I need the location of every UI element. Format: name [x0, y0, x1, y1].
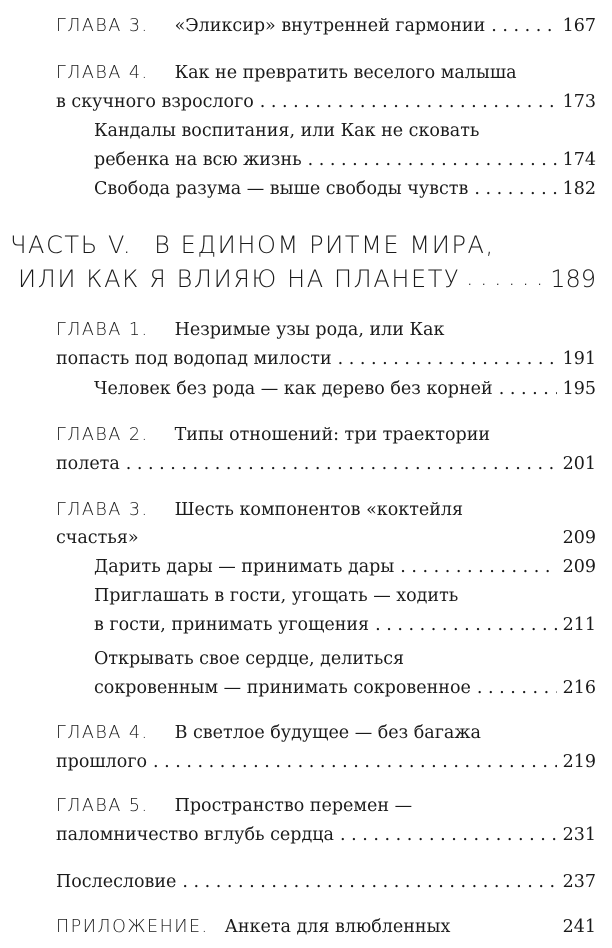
page-number: 241 — [562, 917, 596, 937]
part-label: ЧАСТЬ V. — [10, 231, 133, 259]
leader-dots — [369, 610, 557, 640]
chapter-label: ГЛАВА 2. — [56, 425, 149, 445]
toc-entry-chapter-3 — [56, 11, 596, 41]
page-number: 173 — [562, 92, 596, 112]
leader-dots — [485, 11, 556, 41]
page-number: 209 — [562, 557, 596, 577]
toc-entry-section — [94, 374, 596, 404]
toc-entry-chapter-3-part5 — [56, 495, 596, 525]
appendix-label: ПРИЛОЖЕНИЕ. — [56, 917, 209, 937]
toc-entry-section — [94, 644, 596, 674]
toc-entry-part-5 — [10, 228, 596, 262]
toc-entry-chapter-2-cont — [56, 449, 596, 479]
toc-entry-section — [94, 552, 596, 582]
entry-title: Приглашать в гости, угощать — ходить — [94, 586, 459, 606]
page-number: 174 — [562, 150, 596, 170]
entry-title: сокровенным — принимать сокровенное — [94, 678, 471, 698]
entry-title: «Эликсир» внутренней гармонии — [174, 16, 486, 36]
page-number: 189 — [550, 265, 596, 293]
page-number: 195 — [562, 379, 596, 399]
entry-title: счастья» — [56, 528, 139, 548]
part-title: ИЛИ КАК Я ВЛИЯЮ НА ПЛАНЕТУ — [18, 265, 461, 293]
entry-title: Анкета для влюбленных — [224, 917, 451, 937]
page-number: 219 — [562, 752, 596, 772]
leader-dots — [176, 867, 556, 897]
toc-entry-chapter-4-part5-cont — [56, 747, 596, 777]
toc-entry-chapter-4-cont — [56, 87, 596, 117]
page-number: 201 — [562, 454, 596, 474]
toc-entry-chapter-4-part5 — [56, 718, 596, 748]
entry-title: в гости, принимать угощения — [94, 615, 370, 635]
toc-entry-section-cont — [94, 145, 596, 175]
leader-dots — [254, 87, 557, 117]
toc-entry-section — [94, 174, 596, 204]
entry-title: ребенка на всю жизнь — [94, 150, 302, 170]
page-number: 211 — [562, 615, 596, 635]
page-number: 209 — [562, 528, 596, 548]
page-number: 231 — [562, 825, 596, 845]
toc-entry-appendix — [56, 912, 596, 942]
toc-entry-afterword — [56, 867, 596, 897]
toc-entry-chapter-5-cont — [56, 820, 596, 850]
toc-entry-chapter-2 — [56, 420, 596, 450]
leader-dots — [147, 747, 557, 777]
toc-entry-section — [94, 116, 596, 146]
chapter-label: ГЛАВА 4. — [56, 63, 149, 83]
leader-dots — [468, 174, 556, 204]
entry-title: прошлого — [56, 752, 148, 772]
page-number: 182 — [562, 179, 596, 199]
toc-entry-section — [94, 581, 596, 611]
page-number: 216 — [562, 678, 596, 698]
toc-entry-chapter-3-part5-cont — [56, 523, 596, 553]
toc-entry-chapter-1 — [56, 315, 596, 345]
chapter-label: ГЛАВА 1. — [56, 320, 149, 340]
page-number: 191 — [562, 349, 596, 369]
entry-title: Человек без рода — как дерево без корней — [94, 379, 493, 399]
entry-title: Незримые узы рода, или Как — [174, 320, 445, 340]
entry-title: Свобода разума — выше свободы чувств — [94, 179, 469, 199]
leader-dots — [460, 262, 544, 296]
leader-dots — [302, 145, 557, 175]
entry-title: в скучного взрослого — [56, 92, 254, 112]
leader-dots — [394, 552, 556, 582]
toc-entry-chapter-5 — [56, 791, 596, 821]
leader-dots — [332, 344, 557, 374]
entry-title: попасть под водопад милости — [56, 349, 332, 369]
entry-title: паломничество вглубь сердца — [56, 825, 334, 845]
toc-entry-chapter-1-cont — [56, 344, 596, 374]
leader-dots — [120, 449, 557, 479]
chapter-label: ГЛАВА 3. — [56, 16, 149, 36]
entry-title: Пространство перемен — — [174, 796, 413, 816]
part-title: В ЕДИНОМ РИТМЕ МИРА, — [154, 231, 495, 259]
toc-entry-part-5-cont — [18, 262, 596, 296]
entry-title: Кандалы воспитания, или Как не сковать — [94, 121, 480, 141]
entry-title: В светлое будущее — без багажа — [174, 723, 481, 743]
entry-title: Типы отношений: три траектории — [174, 425, 491, 445]
page-number: 237 — [562, 872, 596, 892]
entry-title: полета — [56, 454, 120, 474]
entry-title: Дарить дары — принимать дары — [94, 557, 395, 577]
chapter-label: ГЛАВА 4. — [56, 723, 149, 743]
entry-title: Открывать свое сердце, делиться — [94, 649, 405, 669]
page-number: 167 — [562, 16, 596, 36]
leader-dots — [493, 374, 557, 404]
entry-title: Как не превратить веселого малыша — [174, 63, 517, 83]
entry-title: Послесловие — [56, 872, 177, 892]
entry-title: Шесть компонентов «коктейля — [174, 500, 464, 520]
toc-entry-section-cont — [94, 673, 596, 703]
chapter-label: ГЛАВА 5. — [56, 796, 149, 816]
leader-dots — [471, 673, 557, 703]
chapter-label: ГЛАВА 3. — [56, 500, 149, 520]
toc-entry-section-cont — [94, 610, 596, 640]
leader-dots — [334, 820, 557, 850]
toc-entry-chapter-4 — [56, 58, 596, 88]
